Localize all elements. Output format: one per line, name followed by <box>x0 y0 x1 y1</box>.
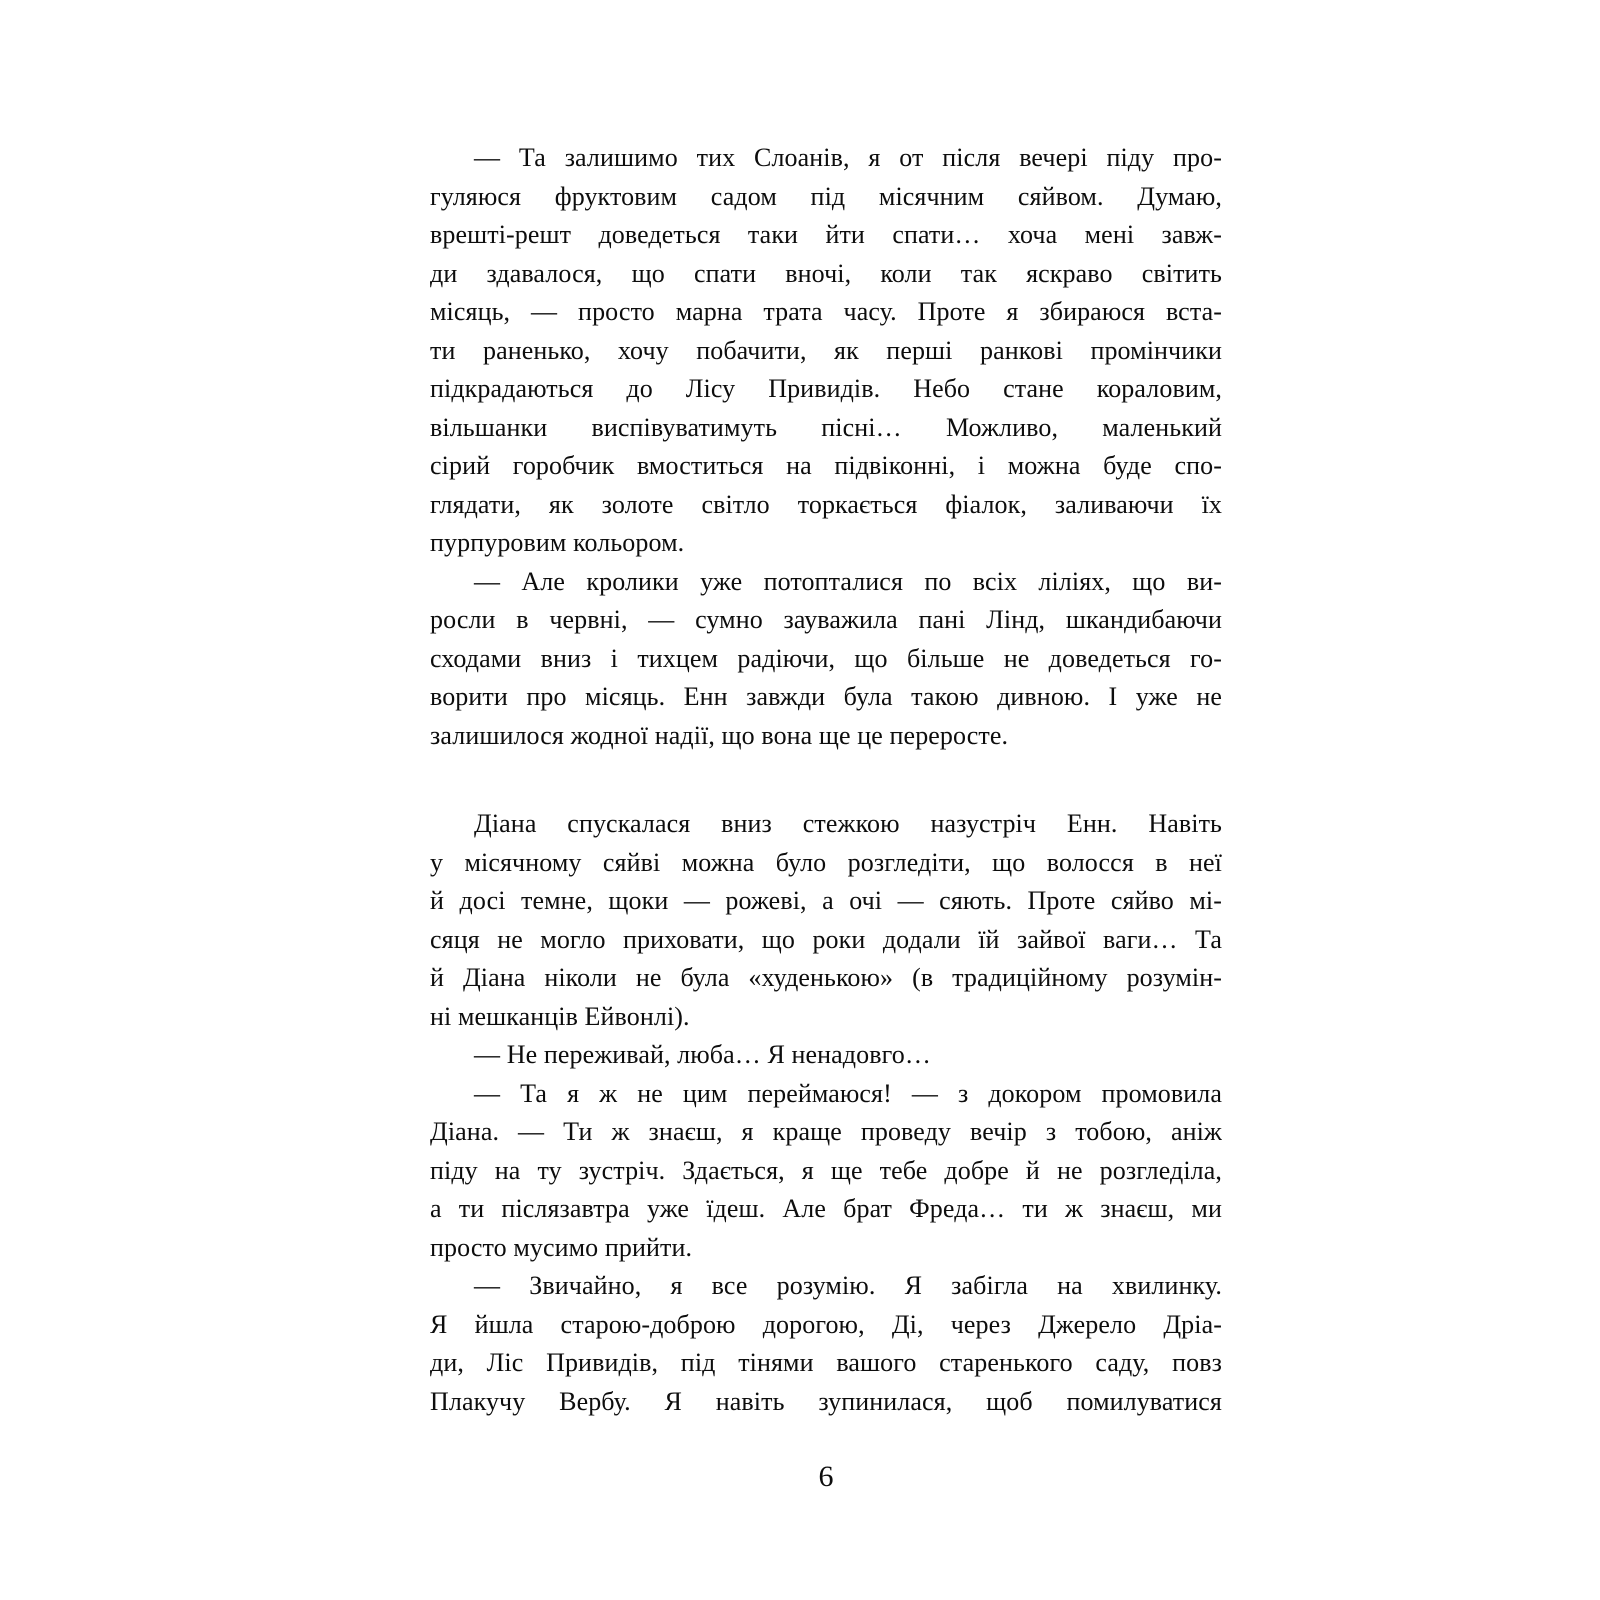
text-line: ди, Ліс Привидів, під тінями вашого старенького саду, повз <box>430 1348 1222 1377</box>
text-line: місяць, — просто марна трата часу. Проте я збираюся вста- <box>430 297 1222 326</box>
text-line: Плакучу Вербу. Я навіть зупинилася, щоб помилуватися <box>430 1386 1222 1416</box>
text-line: ти раненько, хочу побачити, як перші ранкові промінчики <box>430 335 1222 365</box>
text-line: Діана спускалася вниз стежкою назустріч Енн. Навіть <box>474 809 1222 838</box>
paragraph <box>430 563 1222 756</box>
paragraph <box>430 139 1222 563</box>
text-line: й Діана ніколи не була «худенькою» (в традиційному розумін- <box>430 963 1222 992</box>
text-line: й досі темне, щоки — рожеві, а очі — сяють. Проте сяйво мі- <box>430 886 1222 915</box>
text-line: ні мешканців Ейвонлі). <box>430 1001 690 1031</box>
text-line: ди здавалося, що спати вночі, коли так яскраво світить <box>430 258 1222 288</box>
text-line: — Але кролики уже потопталися по всіх ліліях, що ви- <box>474 566 1222 596</box>
paragraph <box>430 1075 1222 1268</box>
text-line: просто мусимо прийти. <box>430 1232 693 1262</box>
page-number: 6 <box>818 1460 834 1493</box>
text-line: росли в червні, — сумно зауважила пані Лінд, шкандибаючи <box>430 605 1222 634</box>
section-break <box>430 755 1222 805</box>
text-line: Я йшла старою-доброю дорогою, Ді, через Джерело Дріа- <box>430 1309 1222 1339</box>
paragraph <box>430 805 1222 1036</box>
text-line: глядати, як золоте світло торкається фіалок, заливаючи їх <box>430 489 1222 519</box>
paragraph <box>430 1036 1222 1075</box>
text-line: гуляюся фруктовим садом під місячним сяйвом. Думаю, <box>430 181 1222 211</box>
text-line: врешті-решт доведеться таки йти спати… хоча мені завж- <box>430 220 1222 249</box>
text-line: сяця не могло приховати, що роки додали їй зайвої ваги… Та <box>430 924 1222 954</box>
text-line: піду на ту зустріч. Здається, я ще тебе добре й не розгледіла, <box>430 1155 1222 1185</box>
text-line: — Не переживай, люба… Я ненадовго… <box>474 1040 931 1069</box>
text-line: ворити про місяць. Енн завжди була такою дивною. І уже не <box>430 682 1222 711</box>
text-line: вільшанки виспівуватимуть пісні… Можливо, маленький <box>430 412 1222 442</box>
text-line: підкрадаються до Лісу Привидів. Небо стане кораловим, <box>430 374 1222 403</box>
text-line: Діана. — Ти ж знаєш, я краще проведу вечір з тобою, аніж <box>430 1117 1222 1146</box>
text-line: сходами вниз і тихцем радіючи, що більше не доведеться го- <box>430 643 1222 673</box>
text-line: — Та я ж не цим переймаюся! — з докором промовила <box>474 1078 1222 1108</box>
text-line: — Звичайно, я все розумію. Я забігла на хвилинку. <box>474 1271 1222 1300</box>
text-line: пурпуровим кольором. <box>430 528 685 557</box>
text-line: сірий горобчик вмоститься на підвіконні, і можна буде спо- <box>430 451 1222 480</box>
text-line: у місячному сяйві можна було розгледіти, що волосся в неї <box>430 847 1222 877</box>
paragraph <box>430 1267 1222 1421</box>
text-column <box>430 139 1222 1421</box>
text-line: — Та залишимо тих Слоанів, я от після вечері піду про- <box>474 143 1222 172</box>
text-line: а ти післязавтра уже їдеш. Але брат Фреда… ти ж знаєш, ми <box>430 1194 1222 1223</box>
text-line: залишилося жодної надії, що вона ще це переросте. <box>430 720 1009 750</box>
